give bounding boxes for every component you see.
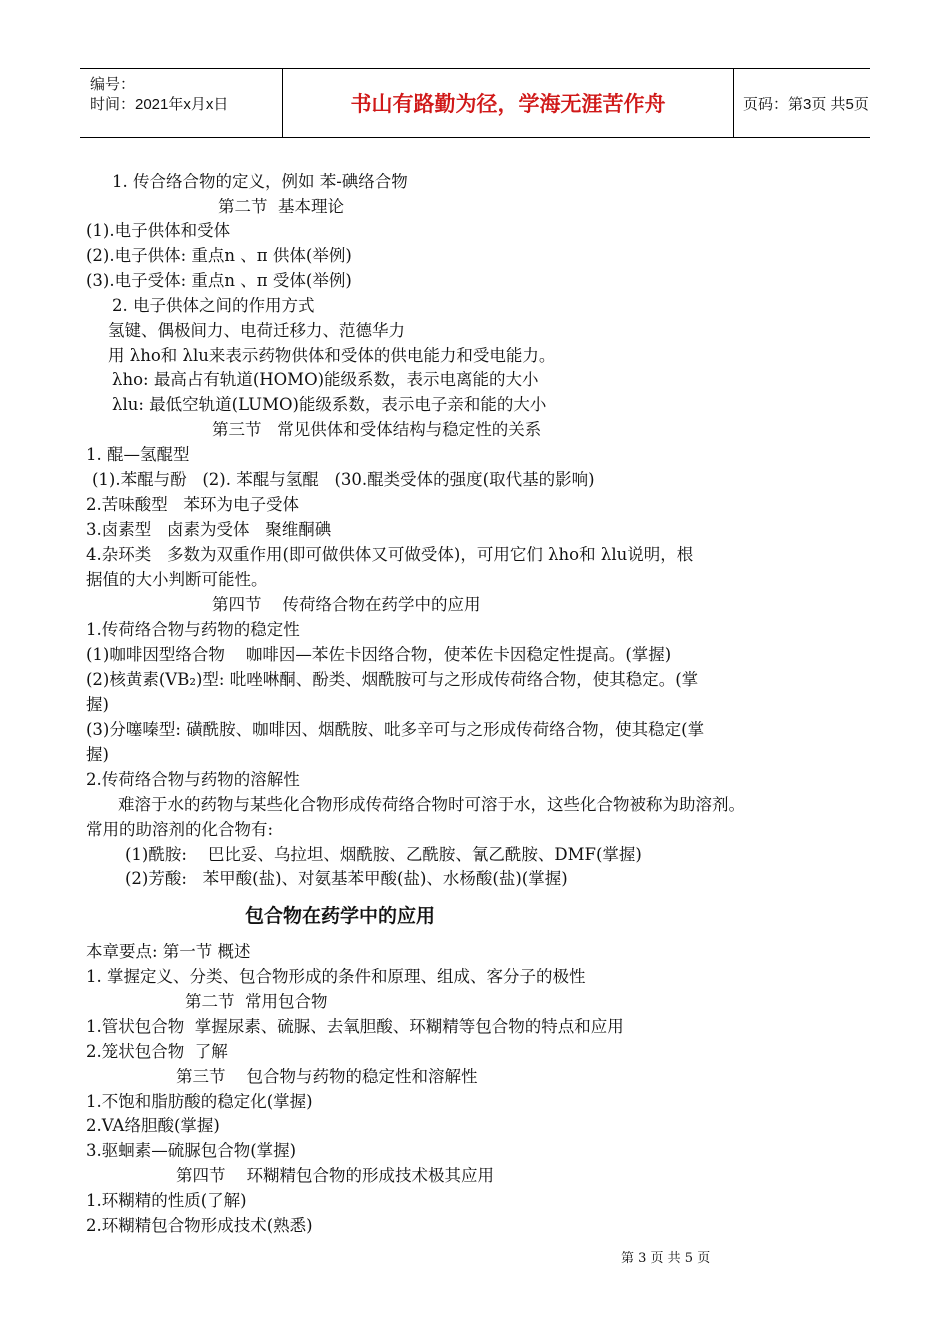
page-header: [80, 68, 870, 138]
text-line: 据值的大小判断可能性。: [86, 570, 268, 589]
section-heading: 第四节 环糊精包合物的形成技术极其应用: [176, 1166, 494, 1185]
text-line: 用 λho和 λlu来表示药物供体和受体的供电能力和受电能力。: [108, 346, 556, 365]
text-line: 3.驱蛔素—硫脲包合物(掌握): [86, 1141, 297, 1160]
text-line: 1.传荷络合物与药物的稳定性: [86, 620, 300, 639]
text-line: (1)咖啡因型络合物 咖啡因—苯佐卡因络合物，使苯佐卡因稳定性提高。(掌握): [86, 645, 672, 664]
section-heading: 第四节 传荷络合物在药学中的应用: [212, 595, 481, 614]
text-line: 2.苦味酸型 苯环为电子受体: [86, 495, 299, 514]
text-line: 握): [86, 745, 109, 764]
number-label: 编号：: [90, 76, 136, 93]
section-heading: 第二节 基本理论: [218, 197, 344, 216]
text-line: 1.不饱和脂肪酸的稳定化(掌握): [86, 1092, 313, 1111]
text-line: 4.杂环类 多数为双重作用(即可做供体又可做受体)，可用它们 λho和 λlu说明，根: [86, 545, 694, 564]
section-heading: 第三节 包合物与药物的稳定性和溶解性: [176, 1067, 478, 1086]
text-line: 1. 传合络合物的定义，例如 苯-碘络合物: [112, 172, 408, 191]
header-meta: [80, 69, 282, 137]
text-line: 2.VA络胆酸(掌握): [86, 1116, 220, 1135]
chapter-title: 包合物在药学中的应用: [245, 906, 436, 927]
text-line: 难溶于水的药物与某些化合物形成传荷络合物时可溶于水，这些化合物被称为助溶剂。: [118, 795, 745, 814]
text-line: (3).电子受体: 重点n 、π 受体(举例): [86, 271, 352, 290]
text-line: 氢键、偶极间力、电荷迁移力、范德华力: [108, 321, 405, 340]
header-motto: 书山有路勤为径，学海无涯苦作舟: [282, 69, 734, 137]
text-line: (1).苯醌与酚 (2). 苯醌与氢醌 (30.醌类受体的强度(取代基的影响): [92, 470, 595, 489]
text-line: 2.环糊精包合物形成技术(熟悉): [86, 1216, 313, 1235]
text-line: (2)核黄素(VB₂)型: 吡唑啉酮、酚类、烟酰胺可与之形成传荷络合物，使其稳定。(掌: [86, 670, 699, 689]
section-heading: 第三节 常见供体和受体结构与稳定性的关系: [212, 420, 542, 439]
text-line: λlu: 最低空轨道(LUMO)能级系数，表示电子亲和能的大小: [112, 395, 547, 414]
text-line: 1.环糊精的性质(了解): [86, 1191, 247, 1210]
text-line: (3)分噻嗪型: 磺酰胺、咖啡因、烟酰胺、吡多辛可与之形成传荷络合物，使其稳定(掌: [86, 720, 705, 739]
text-line: 本章要点: 第一节 概述: [86, 942, 251, 961]
text-line: 1. 掌握定义、分类、包合物形成的条件和原理、组成、客分子的极性: [86, 967, 586, 986]
text-line: (1).电子供体和受体: [86, 221, 231, 240]
text-line: (2).电子供体: 重点n 、π 供体(举例): [86, 246, 352, 265]
text-line: 握): [86, 695, 109, 714]
text-line: 1.管状包合物 掌握尿素、硫脲、去氧胆酸、环糊精等包合物的特点和应用: [86, 1017, 624, 1036]
section-heading: 第二节 常用包合物: [185, 992, 328, 1011]
text-line: 2.传荷络合物与药物的溶解性: [86, 770, 300, 789]
date-label: 时间：2021年x月x日: [90, 96, 229, 113]
text-line: 常用的助溶剂的化合物有:: [86, 820, 274, 839]
text-line: (2)芳酸: 苯甲酸(盐)、对氨基苯甲酸(盐)、水杨酸(盐)(掌握): [125, 869, 568, 888]
text-line: 2.笼状包合物 了解: [86, 1042, 228, 1061]
text-line: 3.卤素型 卤素为受体 聚维酮碘: [86, 520, 332, 539]
text-line: λho: 最高占有轨道(HOMO)能级系数，表示电离能的大小: [112, 370, 539, 389]
page-footer: 第 3 页 共 5 页: [621, 1251, 711, 1266]
text-line: (1)酰胺: 巴比妥、乌拉坦、烟酰胺、乙酰胺、氰乙酰胺、DMF(掌握): [125, 845, 642, 864]
text-line: 1. 醌—氢醌型: [86, 445, 190, 464]
header-page-number: 页码：第3页 共5页: [743, 95, 869, 113]
text-line: 2. 电子供体之间的作用方式: [112, 296, 315, 315]
